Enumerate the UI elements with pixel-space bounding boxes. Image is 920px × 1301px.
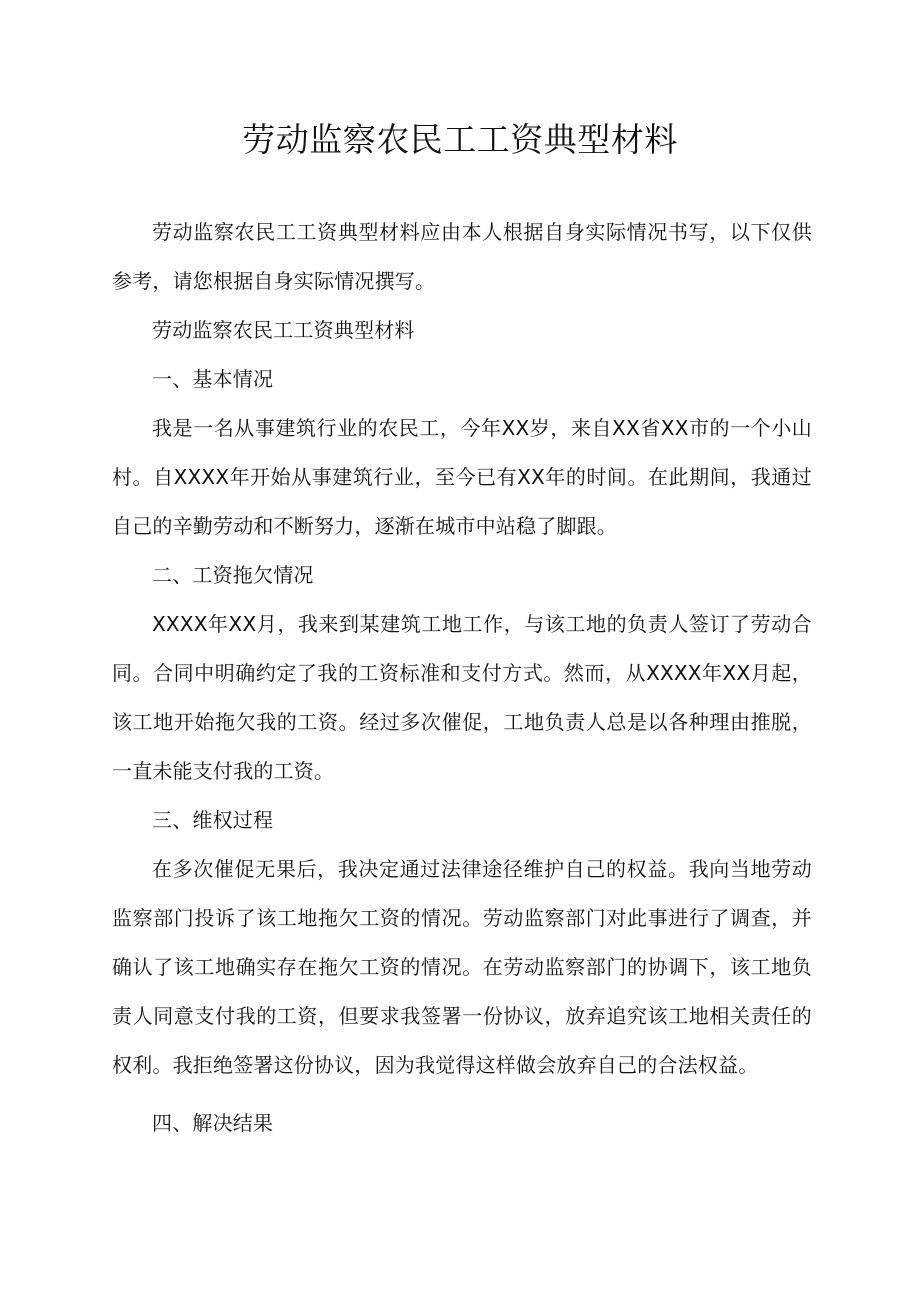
section-heading-wage-arrears: 二、工资拖欠情况 <box>152 563 314 587</box>
section-heading-basic-info: 一、基本情况 <box>152 367 274 391</box>
rights-process-paragraph: 在多次催促无果后，我决定通过法律途径维护自己的权益。我向当地劳动监察部门投诉了该工地拖欠工资的情况。劳动监察部门对此事进行了调查，并确认了该工地确实存在拖欠工资的情况。在劳动监察部门的协调下，该工地负责人同意支付我的工资，但要求我签署一份协议，放弃追究该工地相关责任的权利。我拒绝签署这份协议，因为我觉得这样做会放弃自己的合法权益。 <box>112 857 812 1077</box>
subtitle-paragraph: 劳动监察农民工工资典型材料 <box>152 318 415 342</box>
section-heading-rights-process: 三、维权过程 <box>152 808 274 832</box>
wage-arrears-paragraph: XXXX年XX月，我来到某建筑工地工作，与该工地的负责人签订了劳动合同。合同中明确约定了我的工资标准和支付方式。然而，从XXXX年XX月起，该工地开始拖欠我的工资。经过多次催促，工地负责人总是以各种理由推脱，一直未能支付我的工资。 <box>112 612 812 783</box>
document-title: 劳动监察农民工工资典型材料 <box>242 120 678 159</box>
intro-paragraph: 劳动监察农民工工资典型材料应由本人根据自身实际情况书写，以下仅供参考，请您根据自身实际情况撰写。 <box>112 220 812 293</box>
section-heading-result: 四、解决结果 <box>152 1111 274 1135</box>
document-body <box>112 208 812 1148</box>
basic-info-paragraph: 我是一名从事建筑行业的农民工，今年XX岁，来自XX省XX市的一个小山村。自XXXX年开始从事建筑行业，至今已有XX年的时间。在此期间，我通过自己的辛勤劳动和不断努力，逐渐在城市中站稳了脚跟。 <box>112 416 812 538</box>
